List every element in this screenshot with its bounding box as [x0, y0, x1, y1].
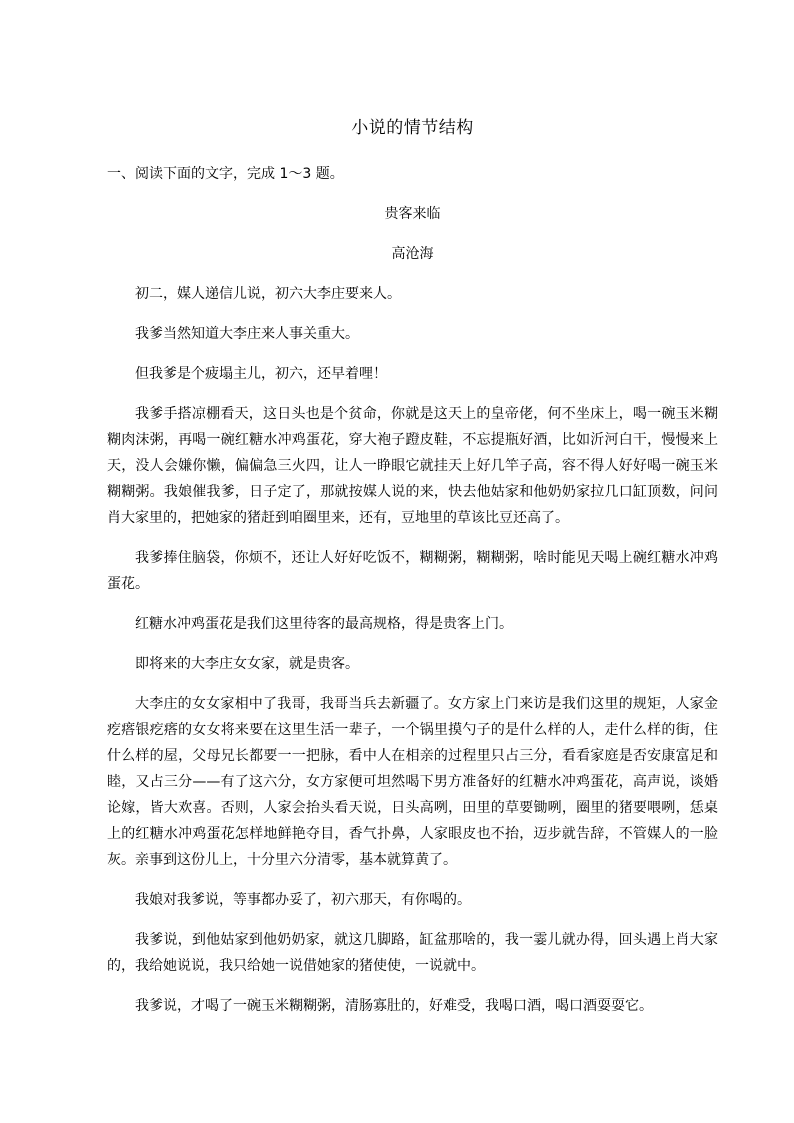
story-paragraph: 初二，媒人递信儿说，初六大李庄要来人。 — [135, 286, 401, 302]
story-paragraph: 我爹手搭凉棚看天，这日头也是个贫命，你就是这天上的皇帝佬，何不坐床上，喝一碗玉米糊糊肉沫粥，再喝一碗红糖水冲鸡蛋花，穿大袍子蹬皮鞋，不忘提瓶好酒，比如沂河白干，慢慢来上天，没人会嫌你懒，偏偏急三火四，让人一睁眼它就挂天上好几竿子高，容不得人好好喝一碗玉米糊糊粥。我娘催我爹，日子定了，那就按媒人说的来，快去他姑家和他奶奶家拉几口缸顶数，问问肖大家里的，把她家的猪赶到咱圈里来，还有，豆地里的草该比豆还高了。 — [107, 406, 718, 526]
question-instruction: 一、阅读下面的文字，完成 1～3 题。 — [107, 166, 344, 182]
story-paragraph: 我娘对我爹说，等事都办妥了，初六那天，有你喝的。 — [135, 892, 471, 908]
story-paragraph: 大李庄的女女家相中了我哥，我哥当兵去新疆了。女方家上门来访是我们这里的规矩，人家金疙瘩银疙瘩的女女将来要在这里生活一辈子，一个锅里摸勺子的是什么样的人，走什么样的街，住什么样的屋，父母兄长都要一一把脉，看中人在相亲的过程里只占三分，看看家庭是否安康富足和睦，又占三分——有了这六分，女方家便可坦然喝下男方准备好的红糖水冲鸡蛋花，高声说，谈婚论嫁，皆大欢喜。否则，人家会抬头看天说，日头高咧，田里的草要锄咧，圈里的猪要喂咧，恁桌上的红糖水冲鸡蛋花怎样地鲜艳夺目，香气扑鼻，人家眼皮也不抬，迈步就告辞，不管媒人的一脸灰。亲事到这份儿上，十分里六分清零，基本就算黄了。 — [107, 696, 718, 868]
story-title: 贵客来临 — [384, 206, 441, 222]
story-paragraph: 我爹捧住脑袋，你烦不，还让人好好吃饭不，糊糊粥，糊糊粥，啥时能见天喝上碗红糖水冲鸡蛋花。 — [107, 550, 718, 592]
story-paragraph: 我爹说，到他姑家到他奶奶家，就这几脚路，缸盆那啥的，我一霎儿就办得，回头遇上肖大家的，我给她说说，我只给她一说借她家的猪使使，一说就中。 — [107, 932, 718, 974]
story-paragraph: 红糖水冲鸡蛋花是我们这里待客的最高规格，得是贵客上门。 — [135, 616, 513, 632]
story-paragraph: 即将来的大李庄女女家，就是贵客。 — [135, 656, 359, 672]
page-title: 小说的情节结构 — [351, 118, 474, 138]
document-body — [107, 115, 718, 1033]
story-paragraph: 我爹当然知道大李庄来人事关重大。 — [135, 326, 359, 342]
story-paragraph: 我爹说，才喝了一碗玉米糊糊粥，清肠寡肚的，好难受，我喝口酒，喝口酒耍耍它。 — [135, 998, 653, 1014]
story-paragraph: 但我爹是个疲塌主儿，初六，还早着哩！ — [135, 366, 387, 382]
story-author: 高沧海 — [391, 246, 434, 262]
